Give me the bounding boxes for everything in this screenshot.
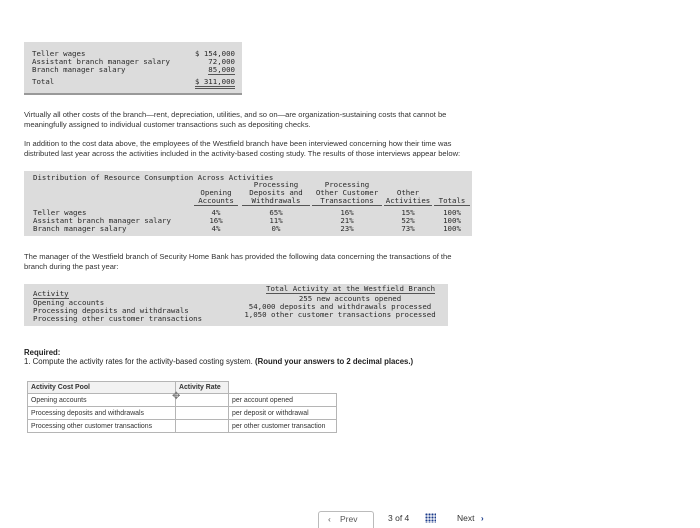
row-label: Teller wages xyxy=(33,208,87,217)
pool-label: Processing deposits and withdrawals xyxy=(28,407,176,420)
text-line: branch during the past year: xyxy=(24,262,119,271)
answer-table-header xyxy=(28,382,337,394)
activity-row-value: 1,050 other customer transactions processed xyxy=(244,310,436,319)
rate-input-opening-accounts[interactable] xyxy=(172,391,229,407)
answer-row xyxy=(28,420,337,433)
row-value: 73% xyxy=(401,224,415,233)
text-line: distributed last year across the activities included in the activity-based costing study. The results of those interviews appear below: xyxy=(24,149,461,158)
text-line: In addition to the cost data above, the employees of the Westfield branch have been interviewed concerning how their time was xyxy=(24,139,452,148)
wage-row-label: Assistant branch manager salary xyxy=(32,57,170,66)
distribution-title: Distribution of Resource Consumption Across Activities xyxy=(33,173,274,182)
row-label: Branch manager salary xyxy=(33,224,127,233)
instruction-rounding: (Round your answers to 2 decimal places.) xyxy=(254,357,414,366)
paragraph-interviews xyxy=(24,139,460,159)
chevron-right-icon: › xyxy=(480,513,484,523)
distribution-row xyxy=(33,224,470,232)
activity-row-value: 54,000 deposits and withdrawals processed xyxy=(248,302,432,311)
row-value: 0% xyxy=(271,224,281,233)
row-value: 52% xyxy=(401,216,415,225)
next-label: Next xyxy=(457,513,475,523)
text-line: meaningfully assigned to individual customer transactions such as depositing checks. xyxy=(24,120,311,129)
page-indicator: 3 of 4 xyxy=(388,513,410,523)
row-value: 100% xyxy=(443,224,461,233)
answer-row xyxy=(28,407,337,420)
rate-input-processing-deposits[interactable] xyxy=(176,407,229,420)
instruction-text: 1. Compute the activity rates for the activity-based costing system. xyxy=(24,357,253,366)
wage-row-value: 85,000 xyxy=(208,65,235,74)
activity-row-label: Opening accounts xyxy=(33,298,105,307)
wage-row-label: Branch manager salary xyxy=(32,65,126,74)
text-line: The manager of the Westfield branch of Security Home Bank has provided the following data concerning the transactions of the xyxy=(24,252,452,261)
column-header: Processing Deposits and Withdrawals xyxy=(242,181,310,206)
row-value: 16% xyxy=(209,216,223,225)
text-line: Virtually all other costs of the branch—rent, depreciation, utilities, and so on—are organization-sustaining costs that cannot be xyxy=(24,110,447,119)
wage-row-value: $ 311,000 xyxy=(195,77,235,89)
distribution-row xyxy=(33,208,470,216)
wage-row-label: Teller wages xyxy=(32,49,86,58)
pagination-bar xyxy=(0,510,700,526)
distribution-row xyxy=(33,216,470,224)
activity-row-label: Processing deposits and withdrawals xyxy=(33,306,189,315)
row-value: 4% xyxy=(211,208,221,217)
row-value: 23% xyxy=(340,224,354,233)
row-value: 15% xyxy=(401,208,415,217)
header-blank xyxy=(229,382,337,394)
row-value: 21% xyxy=(340,216,354,225)
wage-row-value: $ 154,000 xyxy=(194,49,235,58)
activity-row-label: Processing other customer transactions xyxy=(33,314,203,323)
activity-row-value: 255 new accounts opened xyxy=(298,294,402,303)
rate-input-processing-other[interactable] xyxy=(176,420,229,433)
required-heading: Required: xyxy=(24,348,61,357)
header-activity-rate: Activity Rate xyxy=(176,382,229,394)
move-cursor-icon: ✥ xyxy=(172,391,181,402)
row-value: 4% xyxy=(211,224,221,233)
pool-label: Opening accounts xyxy=(28,394,176,407)
answer-table xyxy=(27,381,337,433)
wage-row-label: Total xyxy=(32,77,55,86)
paragraph-transactions xyxy=(24,252,451,272)
wage-row-value: 72,000 xyxy=(208,57,235,66)
column-header: Totals xyxy=(434,181,470,206)
prev-button[interactable] xyxy=(318,511,374,528)
header-cost-pool: Activity Cost Pool xyxy=(28,382,176,394)
activity-header-right: Total Activity at the Westfield Branch xyxy=(266,284,436,293)
row-value: 100% xyxy=(443,216,461,225)
row-value: 65% xyxy=(269,208,283,217)
column-header: Other Activities xyxy=(385,188,431,205)
row-value: 16% xyxy=(340,208,354,217)
wage-table-bottom-rule xyxy=(24,93,242,95)
grid-menu-icon[interactable] xyxy=(425,513,436,523)
pool-label: Processing other customer transactions xyxy=(28,420,176,433)
row-value: 11% xyxy=(269,216,283,225)
row-label: Assistant branch manager salary xyxy=(33,216,171,225)
activity-header-left: Activity xyxy=(33,289,69,298)
paragraph-organization-costs xyxy=(24,110,446,130)
chevron-left-icon: ‹ xyxy=(328,514,331,524)
rate-unit: per other customer transaction xyxy=(229,420,337,433)
column-header: Opening Accounts xyxy=(194,181,238,206)
prev-label: Prev xyxy=(340,514,358,524)
rate-unit: per deposit or withdrawal xyxy=(229,407,337,420)
row-value: 100% xyxy=(443,208,461,217)
required-instruction xyxy=(24,357,413,366)
column-header: Processing Other Customer Transactions xyxy=(312,181,382,206)
rate-unit: per account opened xyxy=(229,394,337,407)
next-button[interactable] xyxy=(457,513,484,523)
answer-row xyxy=(28,394,337,407)
